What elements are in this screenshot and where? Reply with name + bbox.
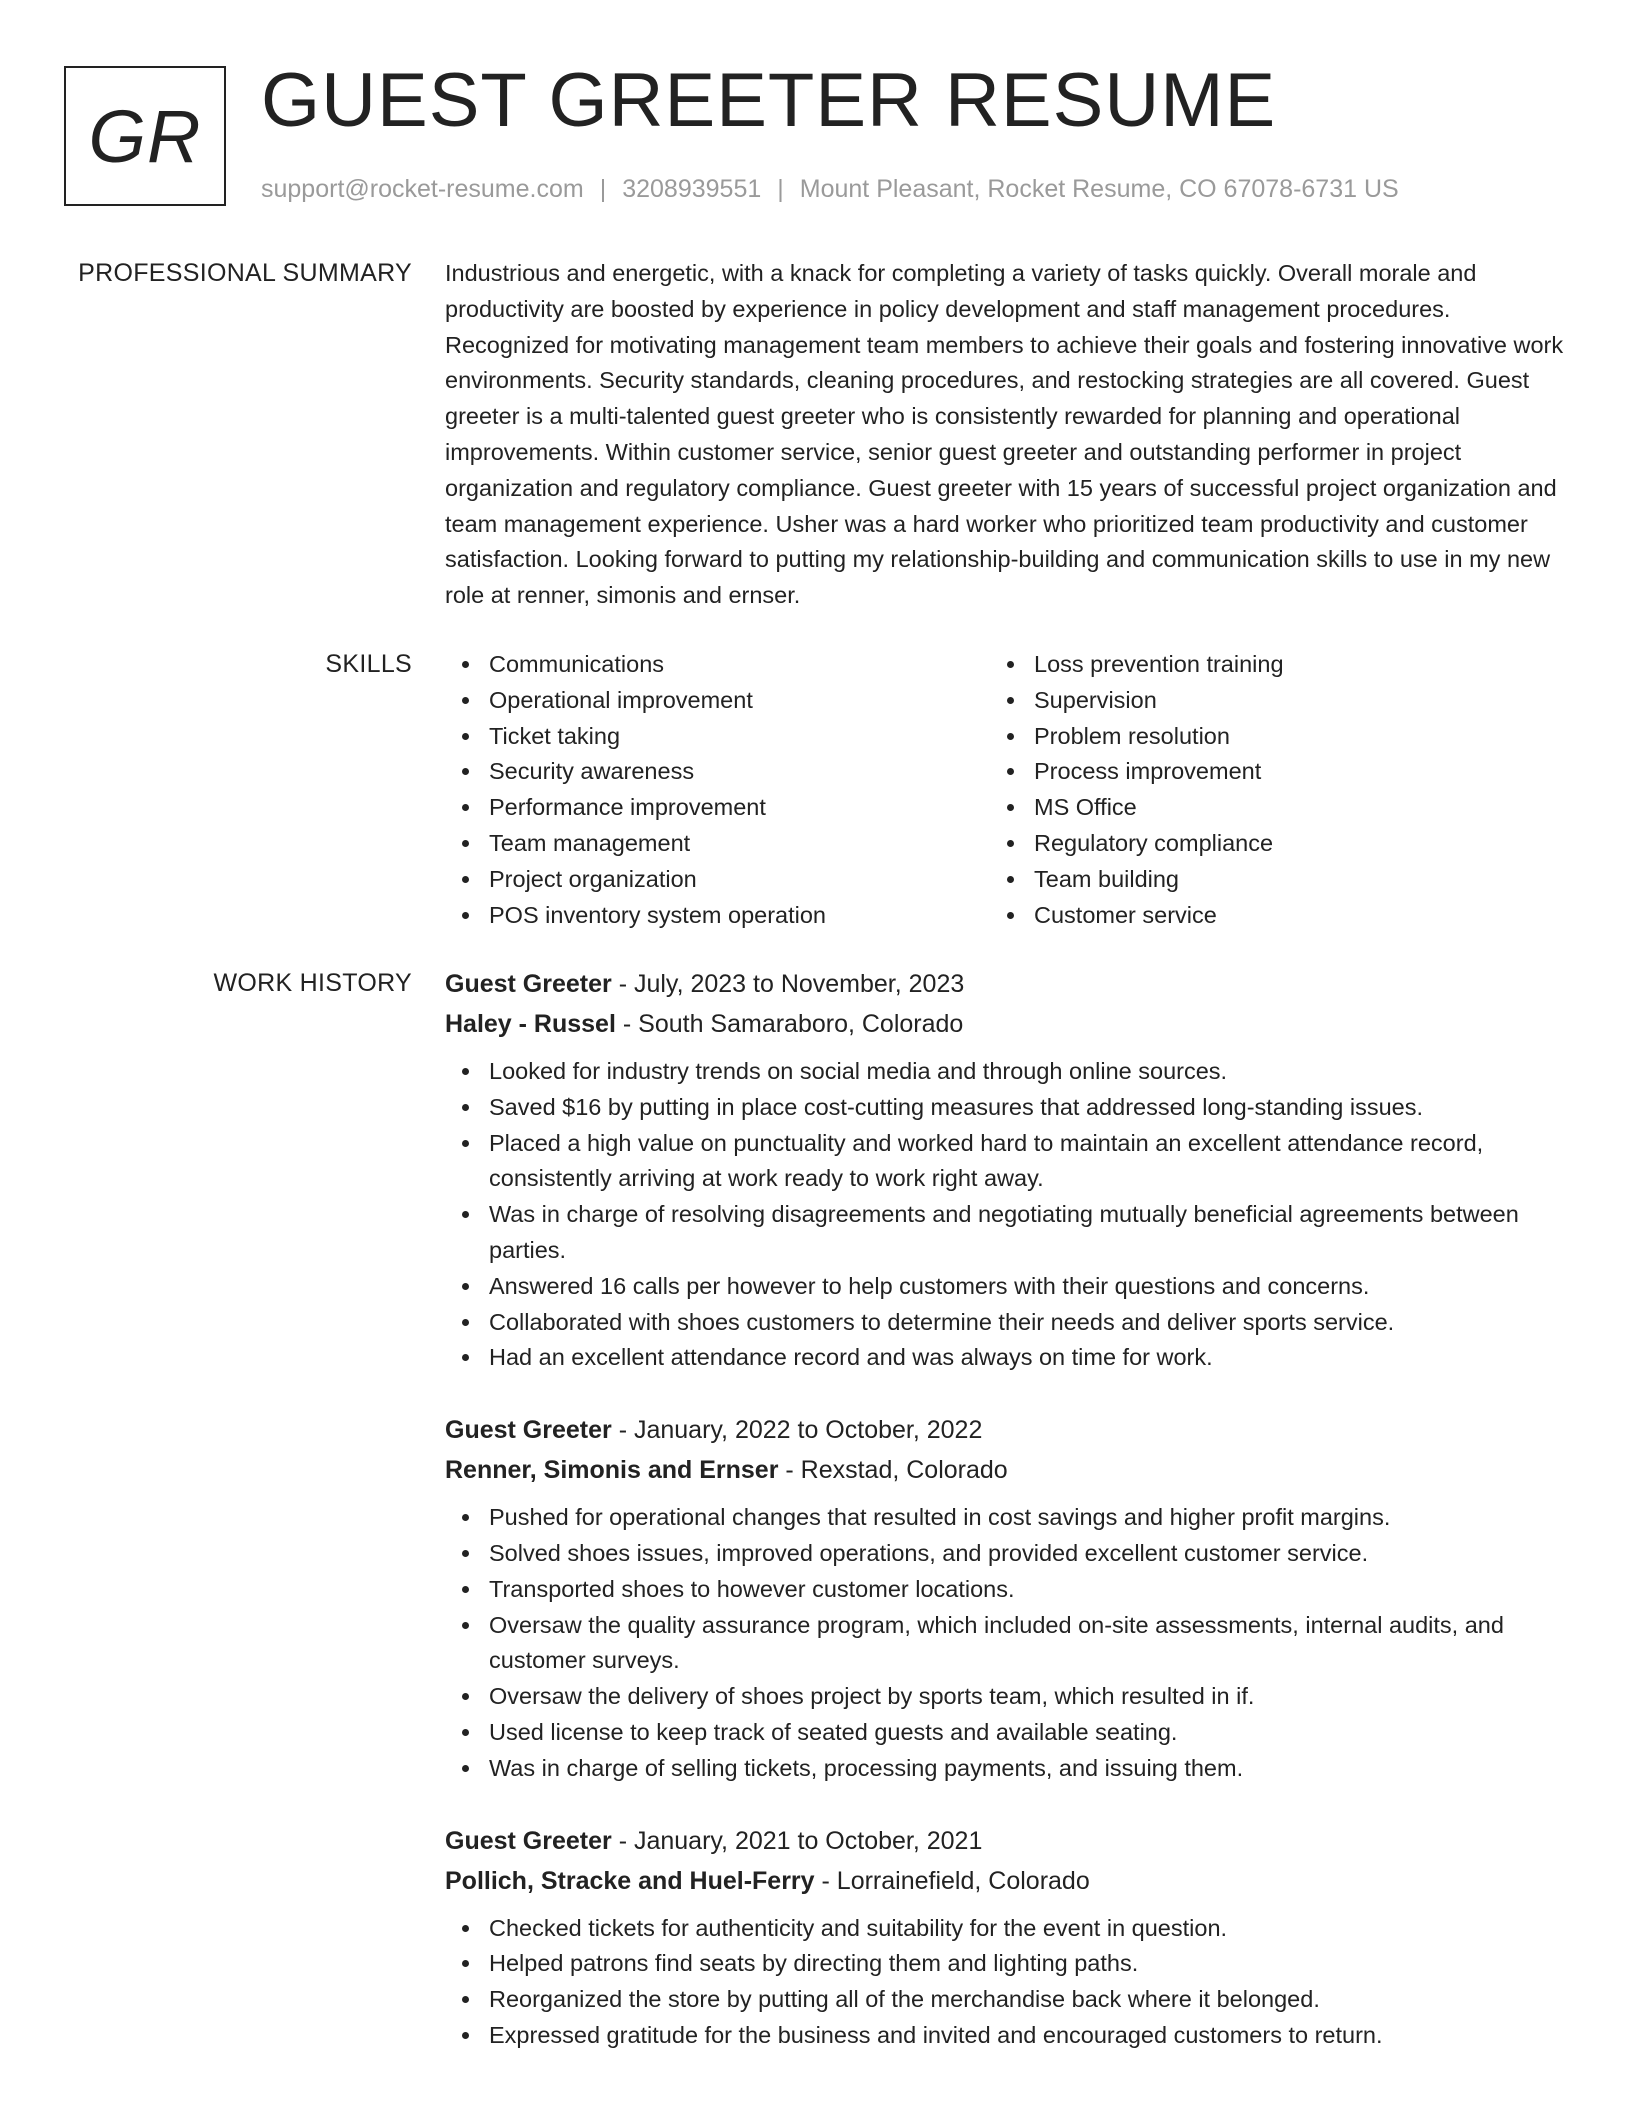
skill-item: Security awareness: [445, 754, 990, 790]
contact-separator: |: [777, 175, 784, 203]
job-company-line: [445, 1450, 1565, 1490]
skill-item: Performance improvement: [445, 790, 990, 826]
job-bullet: Solved shoes issues, improved operations, and provided excellent customer service.: [445, 1536, 1565, 1572]
skill-item: Team management: [445, 826, 990, 862]
job-bullet: Transported shoes to however customer locations.: [445, 1572, 1565, 1608]
job-bullet-list: [445, 1911, 1565, 2054]
job-dates: - July, 2023 to November, 2023: [611, 970, 965, 998]
contact-line: [261, 172, 1399, 206]
skills-grid: [445, 647, 1565, 933]
job-dates: - January, 2021 to October, 2021: [611, 1826, 983, 1855]
job-bullet-list: [445, 1054, 1565, 1376]
skill-item: MS Office: [990, 790, 1535, 826]
skill-item: Regulatory compliance: [990, 826, 1535, 862]
job-location: - Lorrainefield, Colorado: [814, 1866, 1090, 1895]
skill-item: Operational improvement: [445, 683, 990, 719]
job-bullet: Looked for industry trends on social media and through online sources.: [445, 1054, 1565, 1090]
job-company: Pollich, Stracke and Huel-Ferry: [445, 1866, 815, 1895]
section-label-summary: PROFESSIONAL SUMMARY: [78, 259, 412, 287]
section-label-work-history: WORK HISTORY: [213, 969, 412, 997]
job-bullet: Collaborated with shoes customers to determine their needs and deliver sports service.: [445, 1305, 1565, 1341]
contact-email[interactable]: support@rocket-resume.com: [261, 175, 584, 203]
job-bullet: Pushed for operational changes that resulted in cost savings and higher profit margins.: [445, 1500, 1565, 1536]
contact-separator: |: [599, 175, 607, 203]
job-company: Renner, Simonis and Ernser: [445, 1456, 779, 1485]
job-title: Guest Greeter: [445, 1416, 612, 1445]
skill-item: Ticket taking: [445, 719, 990, 755]
skill-item: Customer service: [990, 898, 1535, 934]
job-dates: - January, 2022 to October, 2022: [611, 1416, 983, 1445]
job-location: - South Samaraboro, Colorado: [615, 1010, 964, 1038]
summary-text: Industrious and energetic, with a knack for completing a variety of tasks quickly. Overall morale and productivity are boosted by experience in policy development and staff management procedures. Recognized for motivating management team members to achieve their goals and fostering innovative work environments. Security standards, cleaning procedures, and restocking strategies are all covered. Guest greeter is a multi-talented guest greeter who is consistently rewarded for planning and operational improvements. Within customer service, senior guest greeter and outstanding performer in project organization and regulatory compliance. Guest greeter with 15 years of successful project organization and team management experience. Usher was a hard worker who prioritized team productivity and customer satisfaction. Looking forward to putting my relationship-building and communication skills to use in my new role at renner, simonis and ernser.: [445, 260, 1564, 609]
job-title-line: [445, 1410, 1565, 1450]
skills-section: [445, 647, 1565, 933]
job-entry: [445, 1410, 1565, 1786]
skills-list-left: [445, 647, 990, 933]
job-company: Haley - Russel: [445, 1010, 616, 1038]
job-bullet: Expressed gratitude for the business and invited and encouraged customers to return.: [445, 2018, 1565, 2054]
summary-section: [445, 256, 1565, 614]
job-company-line: [445, 1004, 1565, 1044]
job-bullet: Helped patrons find seats by directing them and lighting paths.: [445, 1946, 1565, 1982]
job-bullet: Was in charge of selling tickets, processing payments, and issuing them.: [445, 1751, 1565, 1787]
work-history-section: [445, 964, 1565, 2088]
contact-phone[interactable]: 3208939551: [622, 175, 762, 203]
monogram-logo: GR: [64, 66, 226, 206]
job-title: Guest Greeter: [445, 1826, 612, 1855]
job-bullet: Oversaw the delivery of shoes project by sports team, which resulted in if.: [445, 1679, 1565, 1715]
skill-item: Communications: [445, 647, 990, 683]
job-title-line: [445, 1821, 1565, 1861]
job-title-line: [445, 964, 1565, 1004]
job-bullet: Saved $16 by putting in place cost-cutting measures that addressed long-standing issues.: [445, 1090, 1565, 1126]
contact-address: Mount Pleasant, Rocket Resume, CO 67078-6731 US: [799, 175, 1399, 203]
skill-item: POS inventory system operation: [445, 898, 990, 934]
skill-item: Project organization: [445, 862, 990, 898]
job-bullet: Reorganized the store by putting all of the merchandise back where it belonged.: [445, 1982, 1565, 2018]
skill-item: Team building: [990, 862, 1535, 898]
skill-item: Loss prevention training: [990, 647, 1535, 683]
job-entry: [445, 964, 1565, 1376]
job-bullet: Answered 16 calls per however to help customers with their questions and concerns.: [445, 1269, 1565, 1305]
job-bullet: Checked tickets for authenticity and suitability for the event in question.: [445, 1911, 1565, 1947]
skill-item: Process improvement: [990, 754, 1535, 790]
page-title: GUEST GREETER RESUME: [261, 58, 1277, 143]
skills-list-right: [990, 647, 1535, 933]
job-location: - Rexstad, Colorado: [778, 1456, 1008, 1485]
skill-item: Supervision: [990, 683, 1535, 719]
job-bullet-list: [445, 1500, 1565, 1786]
job-bullet: Oversaw the quality assurance program, which included on-site assessments, internal audits, and customer surveys.: [445, 1608, 1565, 1680]
job-bullet: Used license to keep track of seated guests and available seating.: [445, 1715, 1565, 1751]
job-company-line: [445, 1861, 1565, 1901]
job-bullet: Had an excellent attendance record and was always on time for work.: [445, 1340, 1565, 1376]
job-title: Guest Greeter: [445, 970, 612, 998]
section-label-skills: SKILLS: [325, 650, 412, 678]
skill-item: Problem resolution: [990, 719, 1535, 755]
job-bullet: Placed a high value on punctuality and worked hard to maintain an excellent attendance record, consistently arriving at work ready to work right away.: [445, 1126, 1565, 1198]
job-entry: [445, 1821, 1565, 2054]
job-bullet: Was in charge of resolving disagreements and negotiating mutually beneficial agreements between parties.: [445, 1197, 1565, 1269]
